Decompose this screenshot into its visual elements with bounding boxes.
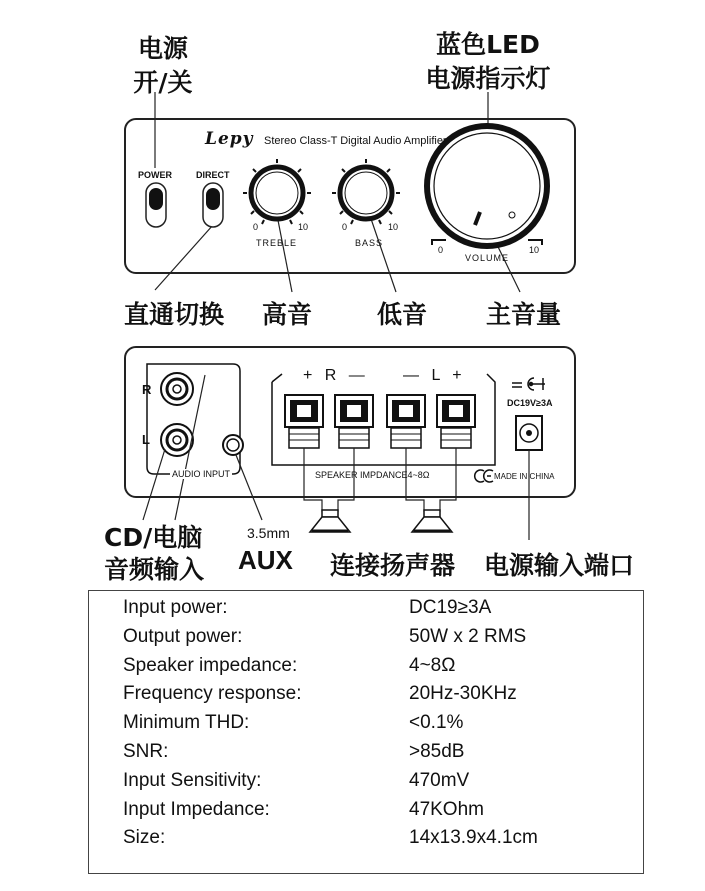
spec-key: Speaker impedance: xyxy=(123,654,298,676)
power-switch-label: 电源 开/关 xyxy=(133,34,193,97)
bass-label: BASS xyxy=(355,238,384,248)
aux-leader-line xyxy=(236,455,262,520)
spec-key: Input Sensitivity: xyxy=(123,769,262,791)
brand-logo: Lepy xyxy=(205,129,254,149)
speaker-impedance-label: SPEAKER IMPDANCE4~8Ω xyxy=(315,470,430,480)
volume-min-label: 0 xyxy=(438,245,444,255)
spec-row xyxy=(89,827,643,855)
treble-min-label: 0 xyxy=(253,222,259,232)
spec-row xyxy=(89,626,643,654)
spec-key: Size: xyxy=(123,827,166,849)
bass-min-label: 0 xyxy=(342,222,348,232)
led-label: 蓝色LED 电源指示灯 xyxy=(425,30,551,93)
direct-label: 直通切换 xyxy=(124,300,225,329)
audio-input-label: AUDIO INPUT xyxy=(172,469,231,479)
rca-right-jack-icon xyxy=(161,373,193,405)
spec-value: 470mV xyxy=(409,769,470,791)
speaker-l-polarity-label: — L + xyxy=(400,367,465,385)
aux-size-label: 3.5mm xyxy=(247,525,290,541)
treble-max-label: 10 xyxy=(298,222,309,232)
direct-switch-caption: DIRECT xyxy=(196,170,230,180)
spec-row xyxy=(89,712,643,740)
aux-label: AUX xyxy=(238,545,293,575)
made-in-label: MADE IN CHINA xyxy=(494,472,555,481)
speaker-left-icon xyxy=(412,510,452,532)
spec-row xyxy=(89,741,643,769)
spec-value: <0.1% xyxy=(409,712,464,734)
spec-key: Frequency response: xyxy=(123,683,302,705)
spec-row xyxy=(89,683,643,711)
spec-value: 14x13.9x4.1cm xyxy=(409,827,538,849)
speaker-terminal-r-minus-icon xyxy=(335,395,373,448)
volume-cn-label: 主音量 xyxy=(486,300,562,329)
speaker-wires xyxy=(304,448,456,512)
rca-r-label: R xyxy=(142,382,152,397)
spec-table xyxy=(88,590,644,874)
dc-spec-label: DC19V≥3A xyxy=(507,398,553,408)
power-switch-caption: POWER xyxy=(138,170,173,180)
spec-value: 4~8Ω xyxy=(409,654,456,676)
speaker-terminal-l-minus-icon xyxy=(387,395,425,448)
dc-power-jack-icon xyxy=(516,416,542,450)
spec-value: 47KOhm xyxy=(409,798,484,820)
spec-value: >85dB xyxy=(409,741,465,762)
spec-key: Minimum THD: xyxy=(123,712,250,734)
power-in-label: 电源输入端口 xyxy=(484,551,635,580)
rca-left-jack-icon xyxy=(161,424,193,456)
model-name: Stereo Class-T Digital Audio Amplifier xyxy=(264,135,447,147)
rca-l-label: L xyxy=(142,432,150,447)
spec-key: Output power: xyxy=(123,625,243,647)
spec-row xyxy=(89,770,643,798)
ce-mark-icon xyxy=(475,470,493,482)
bass-cn-label: 低音 xyxy=(377,300,428,329)
speaker-r-polarity-label: + R — xyxy=(300,367,368,385)
treble-cn-label: 高音 xyxy=(262,300,313,329)
bass-max-label: 10 xyxy=(388,222,399,232)
speakers-label: 连接扬声器 xyxy=(330,551,456,580)
aux-jack-icon xyxy=(223,435,243,455)
spec-value: 50W x 2 RMS xyxy=(409,625,527,647)
spec-row xyxy=(89,799,643,827)
cd-pc-label: CD/电脑 音频输入 xyxy=(104,523,205,584)
speaker-terminal-l-plus-icon xyxy=(437,395,475,448)
spec-row xyxy=(89,597,643,625)
dc-polarity-icon xyxy=(512,378,545,390)
speaker-terminal-r-plus-icon xyxy=(285,395,323,448)
spec-key: Input Impedance: xyxy=(123,798,270,820)
treble-label: TREBLE xyxy=(256,238,298,248)
spec-value: DC19≥3A xyxy=(409,597,492,618)
spec-row xyxy=(89,655,643,683)
spec-key: Input power: xyxy=(123,597,228,618)
volume-label: VOLUME xyxy=(465,253,510,263)
spec-value: 20Hz-30KHz xyxy=(409,683,517,705)
volume-max-label: 10 xyxy=(529,245,540,255)
spec-key: SNR: xyxy=(123,741,169,762)
audio-input-frame xyxy=(147,364,240,474)
speaker-right-icon xyxy=(310,510,350,532)
